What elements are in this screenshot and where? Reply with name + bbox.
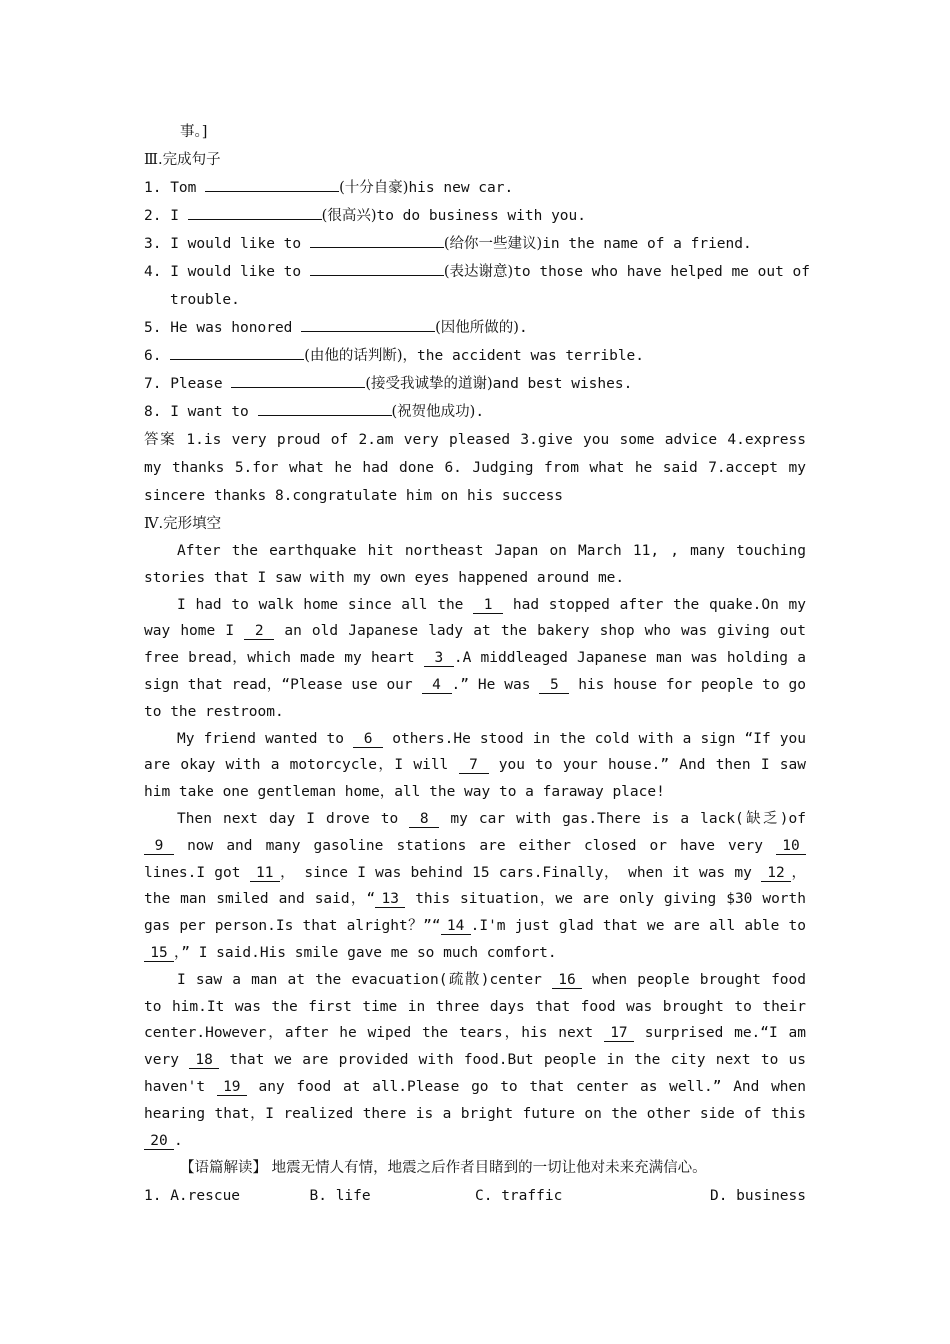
answer-key-line-1: 答案 1.is very proud of 2.am very pleased 3.give you some advice 4.express	[144, 432, 806, 448]
answer-blank	[205, 177, 339, 192]
document-page	[144, 118, 811, 1210]
option-d: D. business	[709, 1188, 806, 1205]
answer-blank	[188, 205, 322, 220]
cloze-blank-7: 7	[459, 757, 489, 774]
reading-label: 【语篇解读】	[180, 1160, 267, 1177]
cloze-blank-4: 4	[422, 677, 452, 694]
cloze-blank-18: 18	[189, 1052, 219, 1069]
cloze-blank-9: 9	[144, 838, 174, 855]
cloze-blank-8: 8	[409, 811, 439, 828]
sentence-item-3: 3. I would like to (给你一些建议)in the name of a friend.	[144, 230, 806, 258]
option-b: B. life	[309, 1188, 371, 1205]
answer-key-line-3: sincere thanks 8.congratulate him on his success	[144, 488, 564, 504]
answer-blank	[258, 401, 392, 416]
answer-label: 答案	[144, 432, 177, 448]
sentence-item-4: 4. I would like to (表达谢意)to those who have helped me out of	[144, 258, 806, 286]
cloze-blank-1: 1	[473, 597, 503, 614]
section3-heading: Ⅲ.完成句子	[144, 152, 221, 168]
option-c: C. traffic	[475, 1188, 563, 1205]
cloze-blank-20: 20	[144, 1133, 174, 1150]
cloze-paragraph-3: My friend wanted to 6 others.He stood in the cold with a sign “If you are okay with a motorcycle，I will 7 you to your house.” And then I saw him take one gentleman home，all the way to a faraway place!	[144, 730, 806, 801]
option-a: 1. A.rescue	[144, 1188, 241, 1205]
cloze-blank-2: 2	[244, 623, 274, 640]
cloze-blank-13: 13	[375, 891, 405, 908]
cloze-blank-6: 6	[353, 731, 383, 748]
sentence-item-2: 2. I (很高兴)to do business with you.	[144, 202, 806, 230]
question-1-options	[144, 1182, 806, 1210]
cloze-blank-16: 16	[552, 972, 582, 989]
sentence-item-8: 8. I want to (祝贺他成功).	[144, 398, 806, 426]
answer-blank	[310, 261, 444, 276]
cloze-blank-14: 14	[441, 918, 471, 935]
cloze-blank-11: 11	[250, 865, 280, 882]
continued-text: 事。]	[180, 124, 208, 140]
cloze-paragraph-1: After the earthquake hit northeast Japan on March 11, , many touching stories that I saw with my own eyes happened around me.	[144, 543, 806, 586]
cloze-paragraph-5: I saw a man at the evacuation(疏散)center 16 when people brought food to him.It was the first time in three days that food was brought to their center.However，after he wiped the tears，his next 17 surprised me.“I am very 18 that we are provided with food.But people in the city next to us haven't 19 any food at all.Please go to that center as well.” And when hearing that，I realized there is a bright future on the other side of this 20 .	[144, 971, 807, 1149]
cloze-blank-17: 17	[604, 1025, 634, 1042]
cloze-blank-10: 10	[776, 838, 806, 855]
answer-key-line-2: my thanks 5.for what he had done 6. Judging from what he said 7.accept my	[144, 460, 806, 476]
section4-heading: Ⅳ.完形填空	[144, 516, 222, 532]
cloze-blank-3: 3	[424, 650, 454, 667]
cloze-blank-5: 5	[539, 677, 569, 694]
answer-blank	[301, 317, 435, 332]
answer-blank	[310, 233, 444, 248]
sentence-item-5: 5. He was honored (因他所做的).	[144, 314, 806, 342]
answer-blank	[231, 373, 365, 388]
answer-blank	[170, 345, 304, 360]
sentence-item-6: 6. (由他的话判断)，the accident was terrible.	[144, 342, 806, 370]
cloze-blank-15: 15	[144, 945, 174, 962]
sentence-item-4-continued: trouble.	[170, 292, 240, 308]
cloze-paragraph-2: I had to walk home since all the 1 had stopped after the quake.On my way home I 2 an old Japanese lady at the bakery shop who was giving out free bread，which made my heart 3 .A middleaged Japanese man was holding a sign that read，“Please use our 4 .” He was 5 his house for people to go to the restroom.	[144, 596, 806, 720]
cloze-paragraph-4: Then next day I drove to 8 my car with gas.There is a lack(缺乏)of 9 now and many gasoline stations are either closed or have very 10 lines.I got 11 ， since I was behind 15 cars.Finally， when it was my 12 ，the man smiled and said，“ 13 this situation，we are only giving $30 worth gas per person.Is that alright？”“ 14 .I'm just glad that we are all able to 15 ，” I said.His smile gave me so much comfort.	[144, 810, 807, 961]
reading-interpretation: 【语篇解读】 地震无情人有情，地震之后作者目睹到的一切让他对未来充满信心。	[180, 1160, 707, 1177]
sentence-item-1: 1. Tom (十分自豪)his new car.	[144, 174, 806, 202]
cloze-blank-12: 12	[761, 865, 791, 882]
cloze-blank-19: 19	[217, 1079, 247, 1096]
sentence-item-7: 7. Please (接受我诚挚的道谢)and best wishes.	[144, 370, 806, 398]
